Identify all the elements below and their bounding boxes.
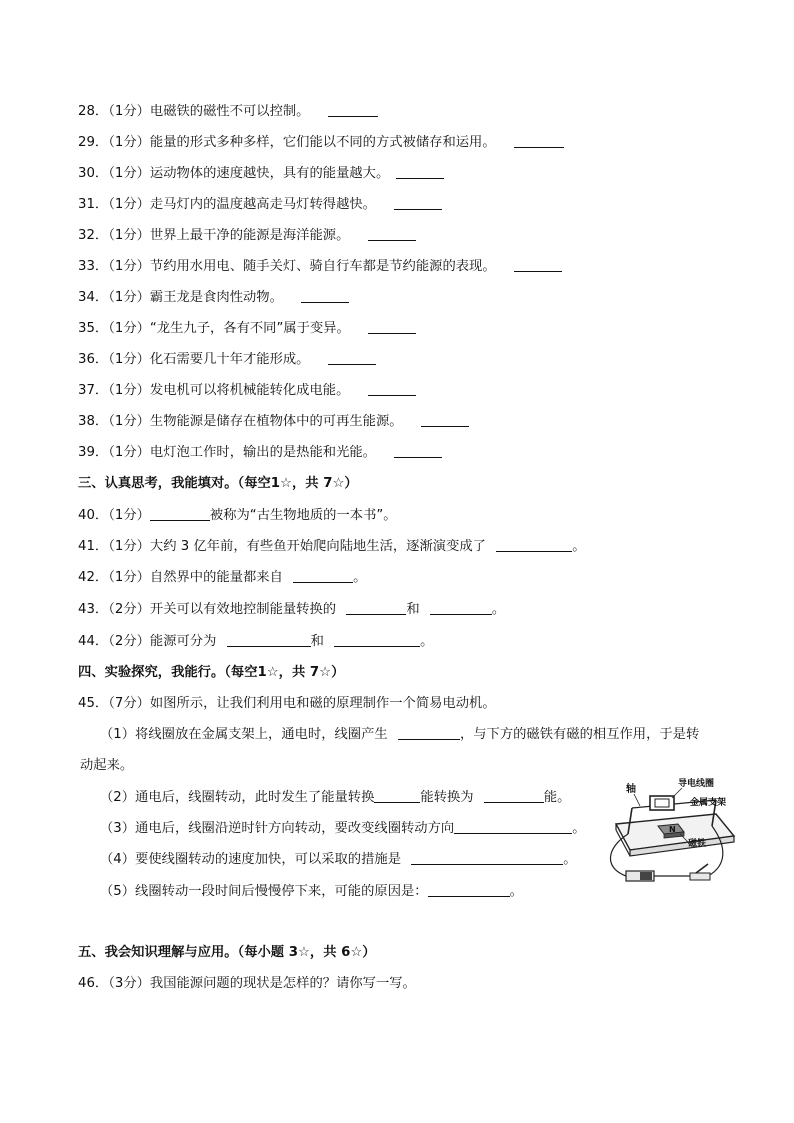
question-text: 。	[353, 570, 367, 585]
question-score: （1分）	[108, 321, 150, 336]
question-number: 32．	[78, 228, 109, 243]
question-44	[78, 630, 794, 654]
section-5-title: 五、我会知识理解与应用。（每小题 3☆，共 6☆）	[78, 945, 376, 960]
question-30	[78, 162, 794, 186]
answer-blank[interactable]	[150, 506, 210, 521]
question-text: 我国能源问题的现状是怎样的？请你写一写。	[149, 976, 416, 991]
question-text: 。	[420, 634, 434, 649]
question-text: ，与下方的磁铁有磁的相互作用，于是转	[459, 727, 700, 742]
question-text: （1）将线圈放在金属支架上，通电时，线圈产生	[100, 727, 388, 742]
question-number: 46．	[78, 976, 109, 991]
answer-blank[interactable]	[301, 288, 349, 303]
question-score: （1分）	[108, 135, 150, 150]
question-text: 生物能源是储存在植物体中的可再生能源。	[149, 414, 403, 429]
question-text: 能源可分为	[149, 634, 217, 649]
section-3-title: 三、认真思考，我能填对。（每空1☆，共 7☆）	[78, 476, 358, 491]
question-43	[78, 598, 794, 622]
question-text: 霸王龙是食肉性动物。	[149, 290, 283, 305]
question-text: 。	[491, 602, 506, 617]
question-number: 41．	[78, 539, 109, 554]
question-number: 35．	[78, 321, 109, 336]
question-number: 28．	[78, 104, 109, 119]
question-42	[78, 566, 794, 590]
coil	[650, 796, 674, 810]
question-text: 能。	[543, 790, 571, 805]
question-text: 发电机可以将机械能转化成电能。	[149, 383, 350, 398]
question-text: 被称为“古生物地质的一本书”。	[209, 508, 397, 523]
question-number: 42．	[78, 570, 109, 585]
switch	[690, 873, 710, 880]
question-text: 世界上最干净的能源是海洋能源。	[149, 228, 350, 243]
question-score: （1分）	[108, 508, 150, 523]
question-text: 和	[310, 634, 324, 649]
answer-blank[interactable]	[328, 350, 376, 365]
question-32	[78, 224, 794, 248]
question-text: 电灯泡工作时，输出的是热能和光能。	[149, 445, 376, 460]
question-score: （3分）	[108, 976, 150, 991]
label-magnet: 磁铁	[688, 839, 707, 849]
question-score: （1分）	[108, 414, 150, 429]
question-text: 。	[572, 821, 586, 836]
question-28	[78, 100, 794, 124]
question-text: （2）通电后，线圈转动，此时发生了能量转换	[100, 790, 375, 805]
answer-blank[interactable]	[394, 443, 442, 458]
question-score: （1分）	[108, 570, 150, 585]
answer-blank[interactable]	[411, 850, 563, 865]
answer-blank[interactable]	[368, 319, 416, 334]
question-number: 44．	[78, 634, 109, 649]
answer-blank[interactable]	[514, 133, 564, 148]
question-score: （1分）	[108, 228, 150, 243]
question-36	[78, 348, 794, 372]
question-score: （1分）	[108, 445, 150, 460]
question-46	[78, 972, 794, 996]
answer-blank[interactable]	[496, 537, 572, 552]
question-text: 节约用水用电、随手关灯、骑自行车都是节约能源的表现。	[149, 259, 496, 274]
answer-blank[interactable]	[346, 600, 406, 615]
question-score: （1分）	[108, 352, 150, 367]
answer-blank[interactable]	[328, 102, 378, 117]
answer-blank[interactable]	[394, 195, 442, 210]
question-text: 自然界中的能量都来自	[149, 570, 283, 585]
answer-blank[interactable]	[334, 632, 420, 647]
question-score: （1分）	[108, 259, 150, 274]
answer-blank[interactable]	[421, 412, 469, 427]
question-29	[78, 131, 794, 155]
question-text: 化石需要几十年才能形成。	[149, 352, 310, 367]
question-text: 大约 3 亿年前，有些鱼开始爬向陆地生活，逐渐演变成了	[149, 539, 486, 554]
question-number: 30．	[78, 166, 109, 181]
question-number: 29．	[78, 135, 109, 150]
question-text: 能量的形式多种多样，它们能以不同的方式被储存和运用。	[149, 135, 496, 150]
question-score: （2分）	[108, 602, 150, 617]
question-text: 。	[572, 539, 586, 554]
question-text: 能转换为	[420, 790, 474, 805]
question-text: 走马灯内的温度越高走马灯转得越快。	[149, 197, 376, 212]
label-bracket: 金属支架	[690, 798, 727, 808]
question-text: 。	[563, 852, 577, 867]
question-score: （1分）	[108, 539, 150, 554]
question-33	[78, 255, 794, 279]
question-text: “龙生九子，各有不同”属于变异。	[149, 321, 350, 336]
question-text: 。	[509, 884, 523, 899]
question-text: （4）要使线圈转动的速度加快，可以采取的措施是	[100, 852, 401, 867]
question-number: 34．	[78, 290, 109, 305]
question-text: （5）线圈转动一段时间后慢慢停下来，可能的原因是：	[100, 884, 428, 899]
question-45-sub-1-cont: 动起来。	[80, 758, 134, 773]
question-score: （1分）	[108, 104, 150, 119]
question-35	[78, 317, 794, 341]
question-40	[78, 504, 794, 528]
question-number: 31．	[78, 197, 109, 212]
question-text: 运动物体的速度越快，具有的能量越大。	[149, 166, 390, 181]
answer-blank[interactable]	[428, 882, 510, 897]
question-37	[78, 379, 794, 403]
answer-blank[interactable]	[368, 226, 416, 241]
answer-blank[interactable]	[454, 819, 572, 834]
question-number: 43．	[78, 602, 109, 617]
question-score: （1分）	[108, 166, 150, 181]
question-text: 电磁铁的磁性不可以控制。	[149, 104, 310, 119]
question-number: 38．	[78, 414, 109, 429]
question-34	[78, 286, 794, 310]
question-text: 和	[406, 602, 420, 617]
question-39	[78, 441, 794, 465]
answer-blank[interactable]	[430, 600, 492, 615]
answer-blank[interactable]	[398, 725, 460, 740]
question-number: 33．	[78, 259, 109, 274]
question-score: （7分）	[108, 696, 150, 711]
label-axis: 轴	[626, 784, 636, 795]
question-number: 45．	[78, 696, 109, 711]
answer-blank[interactable]	[227, 632, 311, 647]
answer-blank[interactable]	[484, 788, 544, 803]
question-number: 39．	[78, 445, 109, 460]
motor-diagram	[598, 778, 738, 886]
question-score: （1分）	[108, 383, 150, 398]
answer-blank[interactable]	[293, 568, 353, 583]
magnet-letter: N	[669, 825, 676, 834]
question-score: （2分）	[108, 634, 150, 649]
question-score: （1分）	[108, 197, 150, 212]
question-number: 40．	[78, 508, 109, 523]
label-coil: 导电线圈	[678, 779, 715, 789]
question-number: 37．	[78, 383, 109, 398]
answer-blank[interactable]	[514, 257, 562, 272]
answer-blank[interactable]	[374, 788, 420, 803]
question-text: 如图所示，让我们利用电和磁的原理制作一个简易电动机。	[149, 696, 496, 711]
question-text: 开关可以有效地控制能量转换的	[149, 602, 337, 617]
question-38	[78, 410, 794, 434]
question-31	[78, 193, 794, 217]
question-41	[78, 535, 794, 559]
section-4-title: 四、实验探究，我能行。（每空1☆，共 7☆）	[78, 665, 345, 680]
question-number: 36．	[78, 352, 109, 367]
answer-blank[interactable]	[368, 381, 416, 396]
question-45	[78, 692, 794, 716]
question-score: （1分）	[108, 290, 150, 305]
question-text: （3）通电后，线圈沿逆时针方向转动，要改变线圈转动方向	[100, 821, 455, 836]
question-45-sub-1	[100, 723, 794, 747]
answer-blank[interactable]	[396, 164, 444, 179]
